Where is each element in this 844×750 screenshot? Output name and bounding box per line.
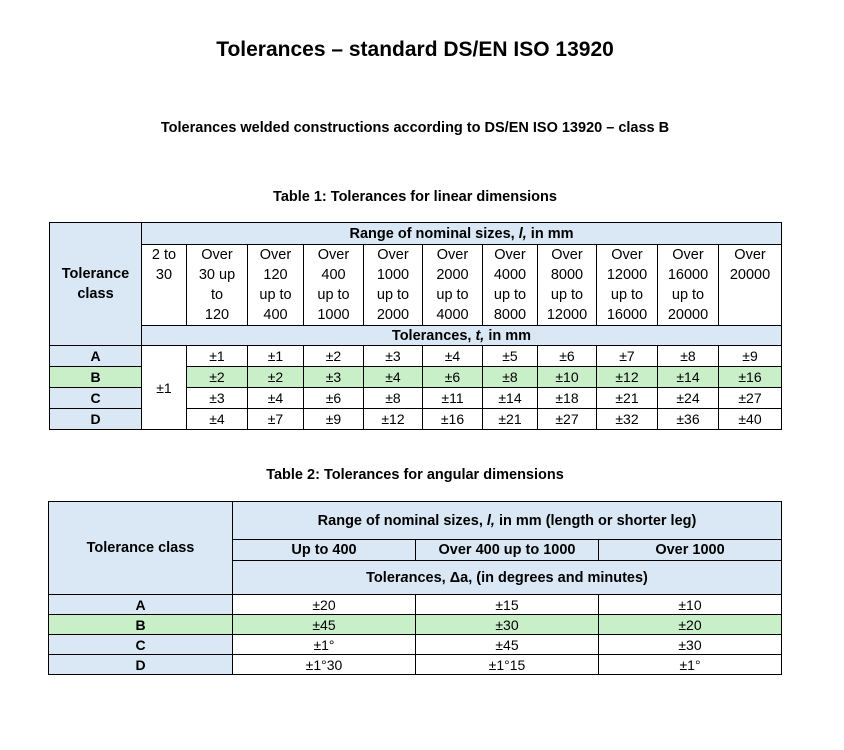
range-column-header: Over 400 up to 1000 xyxy=(304,245,364,326)
table-row xyxy=(49,635,782,655)
tolerance-value-cell: ±15 xyxy=(416,595,599,615)
merged-first-range-value: ±1 xyxy=(142,346,187,430)
tolerance-value-cell: ±7 xyxy=(248,409,304,430)
page-title: Tolerances – standard DS/EN ISO 13920 xyxy=(216,38,614,61)
range-column-header: Over 20000 xyxy=(719,245,782,326)
tolerance-value-cell: ±10 xyxy=(538,367,597,388)
range-column-header: Over 16000 up to 20000 xyxy=(658,245,719,326)
tolerance-header: Tolerances, t, in mm xyxy=(142,326,782,346)
tolerance-value-cell: ±11 xyxy=(423,388,483,409)
table1-caption: Table 1: Tolerances for linear dimensions xyxy=(273,189,557,205)
tolerance-value-cell: ±8 xyxy=(364,388,423,409)
tolerance-value-cell: ±40 xyxy=(719,409,782,430)
tolerance-value-cell: ±14 xyxy=(483,388,538,409)
table-row xyxy=(49,595,782,615)
tolerance-class-cell: D xyxy=(50,409,142,430)
tolerance-value-cell: ±10 xyxy=(599,595,782,615)
tolerance-value-cell: ±8 xyxy=(483,367,538,388)
tolerance-value-cell: ±24 xyxy=(658,388,719,409)
table-row xyxy=(49,615,782,635)
tolerance-value-cell: ±12 xyxy=(364,409,423,430)
tolerance-value-cell: ±20 xyxy=(233,595,416,615)
tolerance-class-cell: C xyxy=(50,388,142,409)
range-column-header: Over 2000 up to 4000 xyxy=(423,245,483,326)
tolerance-value-cell: ±18 xyxy=(538,388,597,409)
tolerance-value-cell: ±1°30 xyxy=(233,655,416,675)
tolerance-value-cell: ±6 xyxy=(538,346,597,367)
tolerance-value-cell: ±7 xyxy=(597,346,658,367)
tolerance-value-cell: ±3 xyxy=(187,388,248,409)
tolerance-value-cell: ±2 xyxy=(248,367,304,388)
range-column-header: Over 12000 up to 16000 xyxy=(597,245,658,326)
tolerance-value-cell: ±16 xyxy=(423,409,483,430)
tolerance-value-cell: ±14 xyxy=(658,367,719,388)
tolerance-value-cell: ±4 xyxy=(364,367,423,388)
tolerance-class-header: Tolerance class xyxy=(49,502,233,595)
table-row xyxy=(49,655,782,675)
tolerance-value-cell: ±2 xyxy=(304,346,364,367)
tolerance-value-cell: ±45 xyxy=(233,615,416,635)
tolerance-header: Tolerances, Δa, (in degrees and minutes) xyxy=(233,561,782,595)
tolerance-class-cell: B xyxy=(49,615,233,635)
range-header: Range of nominal sizes, l, in mm xyxy=(142,223,782,245)
tolerance-value-cell: ±1 xyxy=(248,346,304,367)
tolerance-value-cell: ±6 xyxy=(423,367,483,388)
tolerance-value-cell: ±2 xyxy=(187,367,248,388)
range-column-header: Up to 400 xyxy=(233,540,416,561)
tolerance-value-cell: ±5 xyxy=(483,346,538,367)
table2-caption: Table 2: Tolerances for angular dimensions xyxy=(266,467,564,483)
range-column-header: Over 1000 xyxy=(599,540,782,561)
tolerance-value-cell: ±1° xyxy=(599,655,782,675)
tolerance-value-cell: ±45 xyxy=(416,635,599,655)
tolerance-value-cell: ±9 xyxy=(304,409,364,430)
tolerance-value-cell: ±21 xyxy=(483,409,538,430)
tolerance-class-cell: A xyxy=(49,595,233,615)
tolerance-value-cell: ±3 xyxy=(304,367,364,388)
tolerance-class-header: Tolerance class xyxy=(50,223,142,346)
range-column-header: Over 30 up to 120 xyxy=(187,245,248,326)
tolerance-value-cell: ±1 xyxy=(187,346,248,367)
tolerance-value-cell: ±9 xyxy=(719,346,782,367)
tolerance-value-cell: ±1°15 xyxy=(416,655,599,675)
tolerance-value-cell: ±8 xyxy=(658,346,719,367)
tolerance-class-cell: B xyxy=(50,367,142,388)
tolerance-value-cell: ±1° xyxy=(233,635,416,655)
range-column-header: Over 400 up to 1000 xyxy=(416,540,599,561)
range-column-header: 2 to 30 xyxy=(142,245,187,326)
tolerance-value-cell: ±27 xyxy=(538,409,597,430)
tolerance-value-cell: ±20 xyxy=(599,615,782,635)
tolerance-class-cell: D xyxy=(49,655,233,675)
range-column-header: Over 1000 up to 2000 xyxy=(364,245,423,326)
tolerance-value-cell: ±30 xyxy=(416,615,599,635)
range-column-header: Over 8000 up to 12000 xyxy=(538,245,597,326)
tolerance-value-cell: ±3 xyxy=(364,346,423,367)
tolerance-value-cell: ±4 xyxy=(248,388,304,409)
tolerance-value-cell: ±16 xyxy=(719,367,782,388)
tolerance-class-cell: C xyxy=(49,635,233,655)
tolerance-value-cell: ±4 xyxy=(423,346,483,367)
tolerance-value-cell: ±6 xyxy=(304,388,364,409)
tolerance-class-cell: A xyxy=(50,346,142,367)
tolerance-value-cell: ±30 xyxy=(599,635,782,655)
tolerance-value-cell: ±21 xyxy=(597,388,658,409)
table-row xyxy=(50,346,782,367)
tolerance-value-cell: ±32 xyxy=(597,409,658,430)
angular-tolerances-table xyxy=(48,501,782,675)
page-subtitle: Tolerances welded constructions according to DS/EN ISO 13920 – class B xyxy=(160,120,670,136)
range-header: Range of nominal sizes, l, in mm (length or shorter leg) xyxy=(233,502,782,540)
tolerance-value-cell: ±12 xyxy=(597,367,658,388)
tolerance-value-cell: ±4 xyxy=(187,409,248,430)
range-column-header: Over 4000 up to 8000 xyxy=(483,245,538,326)
range-column-header: Over 120 up to 400 xyxy=(248,245,304,326)
tolerance-value-cell: ±36 xyxy=(658,409,719,430)
linear-tolerances-table xyxy=(49,222,782,430)
tolerance-value-cell: ±27 xyxy=(719,388,782,409)
